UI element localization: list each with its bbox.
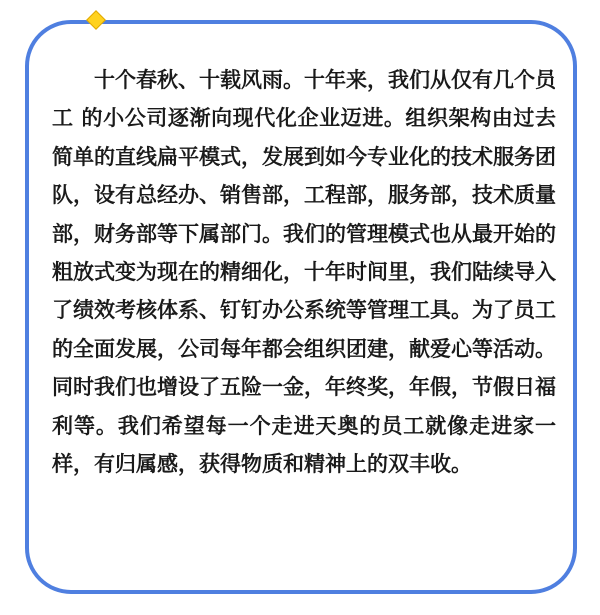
company-history-paragraph: 十个春秋、十载风雨。十年来，我们从仅有几个员工 的小公司逐渐向现代化企业迈进。组织架构由过去简单的直线扁平模式，发展到如今专业化的技术服务团队，设有总经办、销售部，工程部，服务部，技术质量部，财务部等下属部门。我们的管理模式也从最开始的粗放式变为现在的精细化，十年时间里，我们陆续导入了绩效考核体系、钉钉办公系统等管理工具。为了员工的全面发展，公司每年都会组织团建，献爱心等活动。同时我们也增设了五险一金，年终奖，年假，节假日福利等。我们希望每一个走进天奥的员工就像走进家一样，有归属感，获得物质和精神上的双丰收。: [52, 68, 556, 477]
